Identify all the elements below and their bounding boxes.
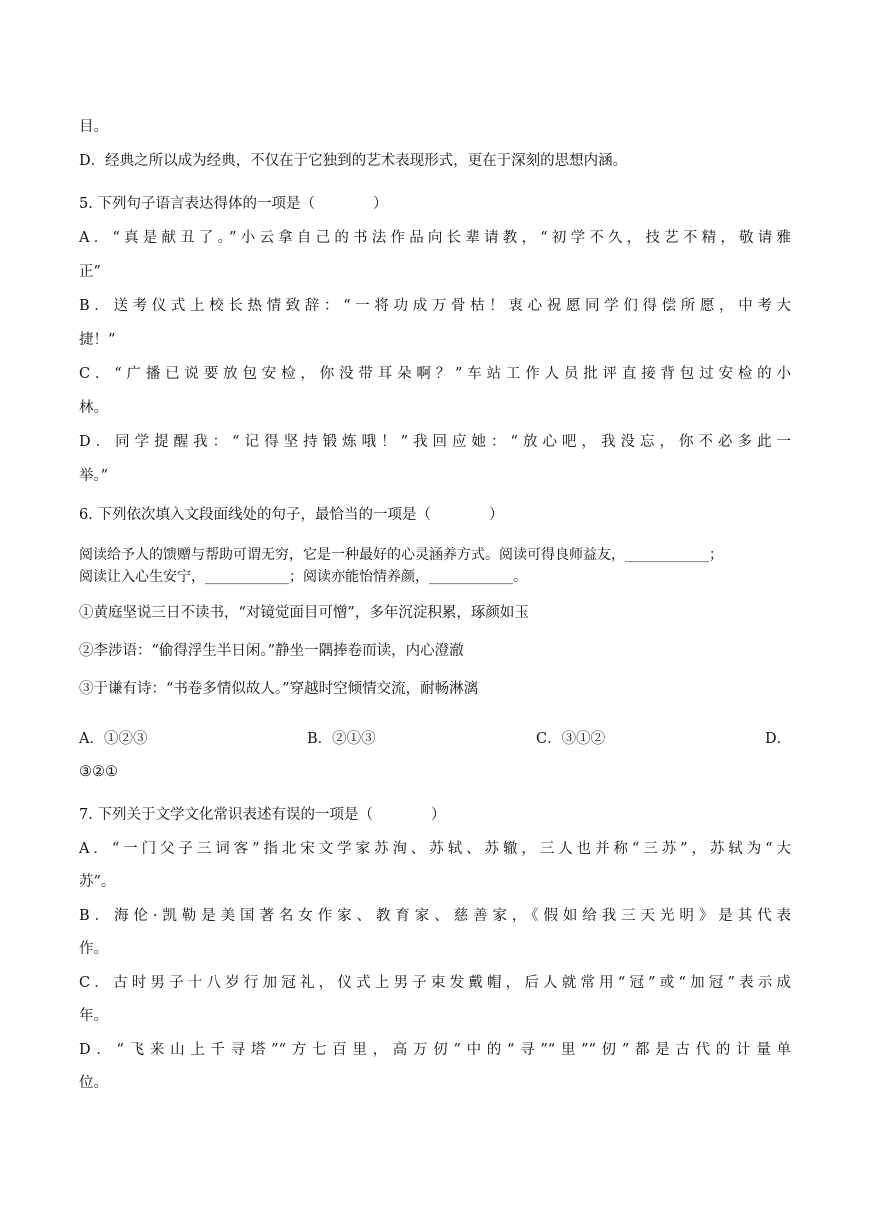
q6-option-d-value: ③②① — [79, 764, 118, 780]
q5-option-a-line2: 正” — [79, 264, 101, 280]
q6-stem: 6. 下列依次填入文段面线处的句子，最恰当的一项是（ ） — [79, 507, 504, 523]
q7-option-a-line1: A．“一门父子三词客”指北宋文学家苏洵、苏轼、苏辙，三人也并称“三苏”，苏轼为“大 — [79, 841, 791, 857]
q5-option-c-line1: C．“广播已说要放包安检，你没带耳朵啊？”车站工作人员批评直接背包过安检的小 — [79, 366, 791, 382]
q5-option-b-line1: B．送考仪式上校长热情致辞：“一将功成万骨枯！衷心祝愿同学们得偿所愿，中考大 — [79, 298, 791, 314]
q7-option-a-line2: 苏”。 — [79, 874, 116, 890]
q7-option-b-line1: B．海伦·凯勒是美国著名女作家、教育家、慈善家，《假如给我三天光明》是其代表 — [79, 908, 791, 924]
q7-option-d-line2: 位。 — [79, 1075, 108, 1091]
q7-option-b-line2: 作。 — [79, 941, 108, 957]
q6-sentence-2: ②李涉语：“偷得浮生半日闲。”静坐一隅捧卷而读，内心澄澈 — [79, 643, 464, 659]
q4-option-d: D．经典之所以成为经典，不仅在于它独到的艺术表现形式，更在于深刻的思想内涵。 — [79, 153, 628, 169]
q5-option-d-line2: 举。” — [79, 468, 109, 484]
q6-option-a: A．①②③ — [79, 731, 148, 747]
q4-continuation-text: 目。 — [79, 119, 108, 135]
q6-sentence-3: ③于谦有诗：“书卷多情似故人。”穿越时空倾情交流，耐畅淋漓 — [79, 681, 479, 697]
q7-option-c-line2: 年。 — [79, 1008, 108, 1024]
q5-option-a-line1: A．“真是献丑了。”小云拿自己的书法作品向长辈请教，“初学不久，技艺不精，敬请雅 — [79, 230, 791, 246]
q6-sentence-1: ①黄庭坚说三日不读书，“对镜觉面目可憎”，多年沉淀积累，琢颜如玉 — [79, 605, 529, 621]
q5-option-c-line2: 林。 — [79, 400, 108, 416]
q5-option-b-line2: 捷！” — [79, 332, 116, 348]
q6-option-b: B．②①③ — [307, 731, 376, 747]
q5-stem: 5. 下列句子语言表达得体的一项是（ ） — [79, 196, 388, 212]
q6-passage-line2: 阅读让入心生安宁，____________；阅读亦能怡情养颜，____________。 — [79, 569, 527, 585]
q7-option-c-line1: C．古时男子十八岁行加冠礼，仪式上男子束发戴帽，后人就常用“冠”或“加冠”表示成 — [79, 975, 791, 991]
q7-stem: 7. 下列关于文学文化常识表述有误的一项是（ ） — [79, 807, 446, 823]
q6-option-d-label: D． — [765, 731, 792, 747]
q6-option-c: C．③①② — [536, 731, 606, 747]
q6-passage-line1: 阅读给予人的馈赠与帮助可谓无穷，它是一种最好的心灵涵养方式。阅读可得良师益友，____________； — [79, 547, 723, 563]
q5-option-d-line1: D．同学提醒我：“记得坚持锻炼哦！”我回应她：“放心吧，我没忘，你不必多此一 — [79, 434, 791, 450]
q7-option-d-line1: D．“飞来山上千寻塔”“方七百里，高万仞”中的“寻”“里”“仞”都是古代的计量单 — [79, 1042, 791, 1058]
